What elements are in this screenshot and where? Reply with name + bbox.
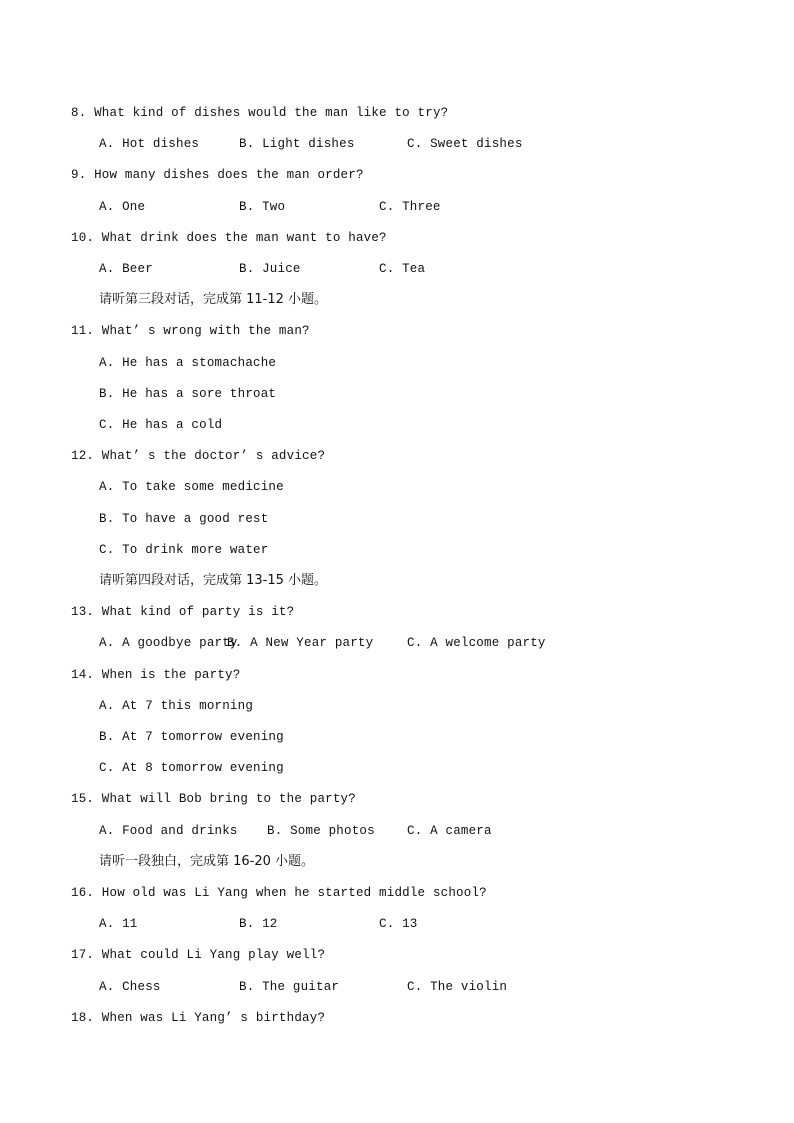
answer-option: C. A camera: [407, 824, 492, 838]
question-text: 15. What will Bob bring to the party?: [71, 792, 356, 806]
answer-option: B. He has a sore throat: [99, 387, 277, 401]
answer-option: A. Beer: [99, 262, 153, 276]
answer-option: A. A goodbye party: [99, 636, 238, 650]
answer-option: B. The guitar: [239, 980, 340, 994]
section-instruction: 请听一段独白，完成第 16-20 小题。: [99, 854, 315, 869]
answer-option: B. Some photos: [267, 824, 375, 838]
answer-option: B. To have a good rest: [99, 512, 269, 526]
question-text: 16. How old was Li Yang when he started middle school?: [71, 886, 487, 900]
answer-option: A. He has a stomachache: [99, 356, 277, 370]
answer-option: C. Sweet dishes: [407, 137, 523, 151]
answer-option: C. The violin: [407, 980, 508, 994]
question-text: 11. What’ s wrong with the man?: [71, 324, 310, 338]
question-text: 17. What could Li Yang play well?: [71, 948, 326, 962]
answer-option: A. To take some medicine: [99, 480, 284, 494]
answer-option: C. Tea: [379, 262, 426, 276]
answer-option: C. A welcome party: [407, 636, 546, 650]
question-text: 12. What’ s the doctor’ s advice?: [71, 449, 326, 463]
answer-option: A. At 7 this morning: [99, 699, 254, 713]
answer-option: B. Light dishes: [239, 137, 355, 151]
question-text: 9. How many dishes does the man order?: [71, 168, 364, 182]
answer-option: A. One: [99, 200, 146, 214]
answer-option: C. He has a cold: [99, 418, 223, 432]
answer-option: B. Juice: [239, 262, 301, 276]
answer-option: B. Two: [239, 200, 286, 214]
answer-option: A. Chess: [99, 980, 161, 994]
answer-option: B. A New Year party: [227, 636, 374, 650]
answer-option: C. At 8 tomorrow evening: [99, 761, 284, 775]
question-text: 10. What drink does the man want to have?: [71, 231, 387, 245]
answer-option: A. Hot dishes: [99, 137, 200, 151]
question-text: 13. What kind of party is it?: [71, 605, 295, 619]
section-instruction: 请听第四段对话，完成第 13-15 小题。: [99, 573, 328, 588]
answer-option: B. 12: [239, 917, 278, 931]
answer-option: A. 11: [99, 917, 138, 931]
answer-option: B. At 7 tomorrow evening: [99, 730, 284, 744]
answer-option: C. To drink more water: [99, 543, 269, 557]
question-text: 18. When was Li Yang’ s birthday?: [71, 1011, 326, 1025]
answer-option: A. Food and drinks: [99, 824, 238, 838]
answer-option: C. Three: [379, 200, 441, 214]
question-text: 8. What kind of dishes would the man like to try?: [71, 106, 449, 120]
answer-option: C. 13: [379, 917, 418, 931]
section-instruction: 请听第三段对话，完成第 11-12 小题。: [99, 292, 328, 307]
question-text: 14. When is the party?: [71, 668, 241, 682]
